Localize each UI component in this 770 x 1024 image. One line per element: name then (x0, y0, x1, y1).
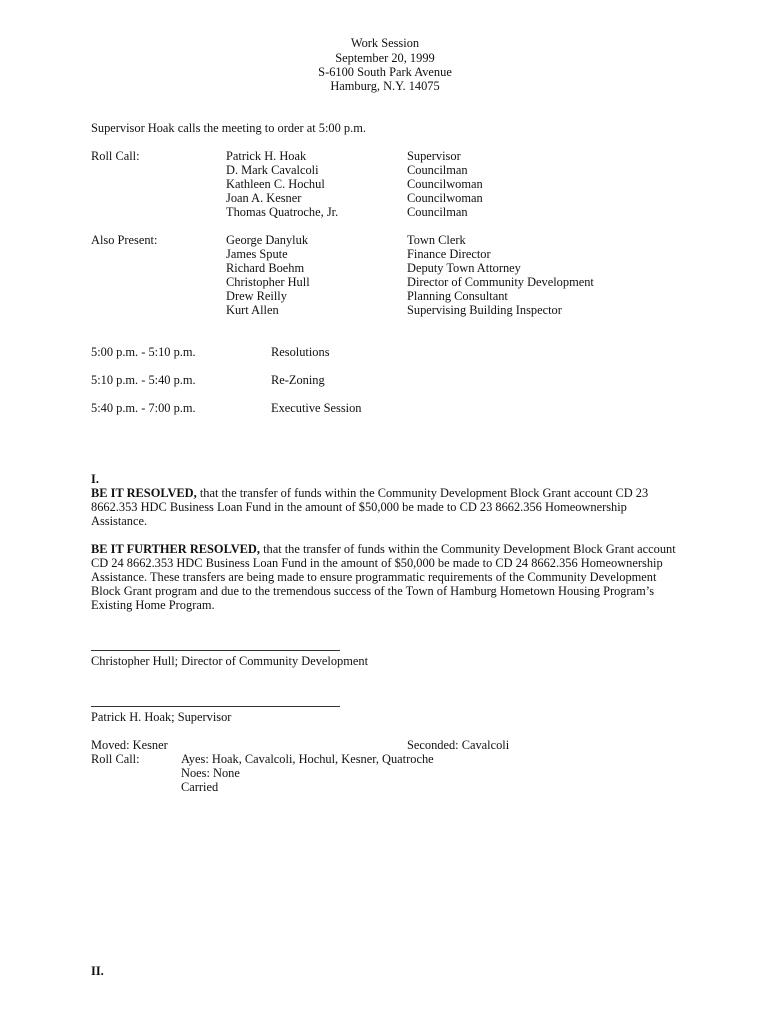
signature-name: Christopher Hull; Director of Community Development (91, 654, 369, 668)
schedule-time: 5:40 p.m. - 7:00 p.m. (91, 401, 196, 415)
further-resolution-paragraph: BE IT FURTHER RESOLVED, that the transfer of funds within the Community Development Block Grant account CD 24 8662.353 HDC Business Loan Fund in the amount of $50,000 be made to CD 24 8662.356 Homeownership Assistance. These transfers are being made to ensure programmatic requirements of the Community Development Block Grant program and due to the tremendous success of the Town of Hamburg Hometown Housing Program’s Existing Home Program. (91, 542, 676, 612)
member-title: Councilwoman (407, 177, 483, 191)
also-present-label: Also Present: (91, 233, 158, 247)
member-name: Joan A. Kesner (226, 191, 302, 205)
member-name: Christopher Hull (226, 275, 310, 289)
member-name: Kathleen C. Hochul (226, 177, 325, 191)
schedule-time: 5:00 p.m. - 5:10 p.m. (91, 345, 196, 359)
moved-by: Moved: Kesner (91, 738, 168, 752)
vote-result: Carried (181, 780, 219, 794)
member-title: Deputy Town Attorney (407, 261, 521, 275)
call-to-order: Supervisor Hoak calls the meeting to order at 5:00 p.m. (91, 121, 366, 135)
signature-line (91, 650, 340, 651)
resolution-numeral: II. (91, 964, 104, 978)
seconded-by: Seconded: Cavalcoli (407, 738, 510, 752)
header-date: September 20, 1999 (335, 51, 435, 65)
resolution-paragraph: BE IT RESOLVED, that the transfer of funds within the Community Development Block Grant account CD 23 8662.353 HDC Business Loan Fund in the amount of $50,000 be made to CD 23 8662.356 Homeownership Assistance. (91, 486, 649, 528)
member-name: Thomas Quatroche, Jr. (226, 205, 339, 219)
member-title: Planning Consultant (407, 289, 508, 303)
schedule-item: Re-Zoning (271, 373, 325, 387)
vote-noes: Noes: None (181, 766, 240, 780)
member-title: Councilman (407, 163, 468, 177)
member-title: Town Clerk (407, 233, 466, 247)
member-title: Director of Community Development (407, 275, 594, 289)
header-city: Hamburg, N.Y. 14075 (330, 79, 440, 93)
roll-call-label: Roll Call: (91, 149, 140, 163)
member-name: James Spute (226, 247, 288, 261)
member-name: D. Mark Cavalcoli (226, 163, 319, 177)
header-title: Work Session (350, 36, 420, 50)
member-title: Finance Director (407, 247, 491, 261)
member-name: George Danyluk (226, 233, 309, 247)
member-name: Drew Reilly (226, 289, 287, 303)
member-title: Councilwoman (407, 191, 483, 205)
resolution-numeral: I. (91, 472, 99, 486)
signature-name: Patrick H. Hoak; Supervisor (91, 710, 232, 724)
vote-ayes: Ayes: Hoak, Cavalcoli, Hochul, Kesner, Quatroche (181, 752, 434, 766)
member-title: Supervisor (407, 149, 461, 163)
schedule-item: Resolutions (271, 345, 330, 359)
schedule-time: 5:10 p.m. - 5:40 p.m. (91, 373, 196, 387)
header-address: S-6100 South Park Avenue (318, 65, 452, 79)
signature-line (91, 706, 340, 707)
member-name: Richard Boehm (226, 261, 305, 275)
member-name: Kurt Allen (226, 303, 279, 317)
schedule-item: Executive Session (271, 401, 362, 415)
member-title: Councilman (407, 205, 468, 219)
member-name: Patrick H. Hoak (226, 149, 307, 163)
member-title: Supervising Building Inspector (407, 303, 562, 317)
vote-roll-call-label: Roll Call: (91, 752, 140, 766)
